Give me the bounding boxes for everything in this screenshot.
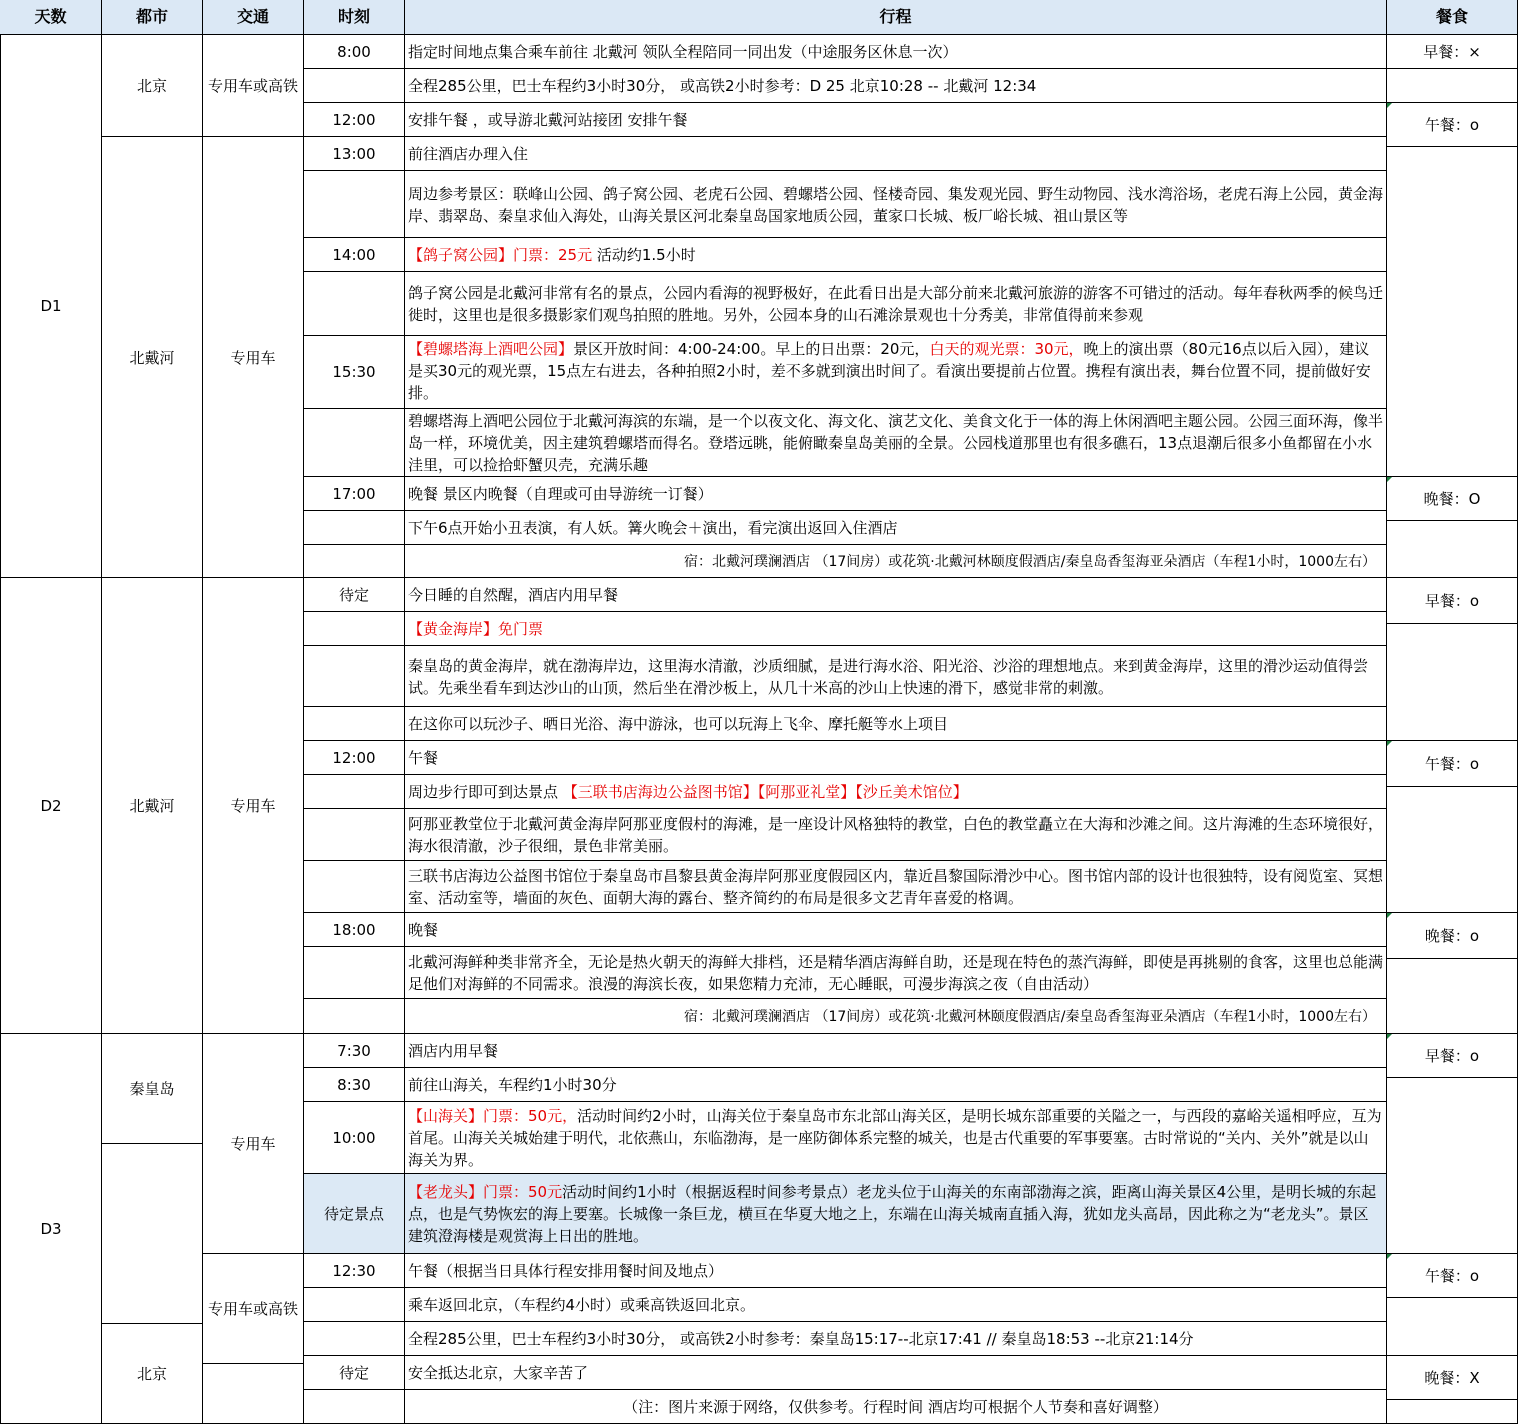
highlight-text: 【鸽子窝公园】门票：25元 — [408, 246, 593, 264]
itinerary-cell[interactable]: 今日睡的自然醒，酒店内用早餐 — [405, 578, 1387, 612]
itinerary-cell[interactable]: 下午6点开始小丑表演，有人妖。篝火晚会＋演出，看完演出返回入住酒店 — [405, 511, 1387, 545]
itinerary-cell[interactable]: 前往酒店办理入住 — [405, 137, 1387, 171]
time-cell[interactable] — [304, 861, 405, 913]
header-itinerary[interactable]: 行程 — [405, 0, 1387, 35]
meal-cell[interactable] — [1387, 521, 1518, 578]
header-day[interactable]: 天数 — [0, 0, 102, 35]
itinerary-cell[interactable]: 在这你可以玩沙子、晒日光浴、海中游泳，也可以玩海上飞伞、摩托艇等水上项目 — [405, 707, 1387, 741]
time-cell[interactable] — [304, 947, 405, 999]
itinerary-cell[interactable]: 安排午餐 ，或导游北戴河站接团 安排午餐 — [405, 103, 1387, 137]
meal-cell[interactable] — [1387, 147, 1518, 477]
meal-cell[interactable] — [1387, 787, 1518, 913]
itinerary-cell[interactable]: 周边参考景区：联峰山公园、鸽子窝公园、老虎石公园、碧螺塔公园、怪楼奇园、集发观光园、野生动物园、浅水湾浴场，老虎石海上公园，黄金海岸、翡翠岛、秦皇求仙入海处，山海关景区河北秦皇岛国家地质公园，董家口长城、板厂峪长城、祖山景区等 — [405, 171, 1387, 238]
day-cell-d3[interactable]: D3 — [0, 1034, 102, 1424]
day-cell-d2[interactable]: D2 — [0, 578, 102, 1034]
body-text: 活动约1.5小时 — [592, 246, 696, 264]
itinerary-cell[interactable] — [405, 775, 1387, 809]
note-cell[interactable]: （注：图片来源于网络，仅供参考。行程时间 酒店均可根据个人节奏和喜好调整） — [405, 1390, 1387, 1424]
time-cell[interactable] — [304, 545, 405, 578]
time-cell[interactable]: 12:30 — [304, 1254, 405, 1288]
itinerary-cell[interactable]: 前往山海关，车程约1小时30分 — [405, 1068, 1387, 1102]
highlight-text: 【黄金海岸】免门票 — [408, 620, 544, 638]
meal-dinner[interactable]: 晚餐：X — [1387, 1356, 1518, 1400]
time-cell[interactable]: 待定景点 — [304, 1174, 405, 1254]
time-cell[interactable]: 18:00 — [304, 913, 405, 947]
meal-dinner[interactable]: 晚餐：O — [1387, 477, 1518, 521]
itinerary-cell[interactable] — [405, 1174, 1387, 1254]
body-text: 活动时间约1小时（根据返程时间参考景点）老龙头位于山海关的东南部渤海之滨，距离山海关景区4公里，是明长城的东起点，也是气势恢宏的海上要塞。长城像一条巨龙，横亘在华夏大地之上，东端在山海关城南直插入海，犹如龙头高昂，因此称之为“老龙头”。景区建筑澄海楼是观赏海上日出的胜地。 — [408, 1183, 1377, 1245]
time-cell[interactable] — [304, 809, 405, 861]
time-cell[interactable] — [304, 69, 405, 103]
city-cell[interactable]: 北戴河 — [102, 137, 203, 578]
time-cell[interactable] — [304, 272, 405, 336]
highlight-text: 白天的观光票：30元， — [929, 340, 1084, 358]
city-cell[interactable]: 北京 — [102, 35, 203, 137]
time-cell[interactable]: 12:00 — [304, 741, 405, 775]
time-cell[interactable] — [304, 1390, 405, 1424]
header-meals[interactable]: 餐食 — [1387, 0, 1518, 35]
itinerary-cell[interactable]: 晚餐 — [405, 913, 1387, 947]
time-cell[interactable] — [304, 1288, 405, 1322]
itinerary-cell[interactable]: 全程285公里，巴士车程约3小时30分， 或高铁2小时参考：D 25 北京10:28 -- 北戴河 12:34 — [405, 69, 1387, 103]
comment-marker-icon — [1387, 477, 1392, 482]
header-transport[interactable]: 交通 — [203, 0, 304, 35]
time-cell[interactable] — [304, 409, 405, 477]
transport-cell[interactable]: 专用车或高铁 — [203, 35, 304, 137]
time-cell[interactable]: 13:00 — [304, 137, 405, 171]
meal-cell[interactable] — [1387, 1400, 1518, 1424]
body-text: 周边步行即可到达景点 — [408, 783, 563, 801]
time-cell[interactable]: 15:30 — [304, 336, 405, 409]
itinerary-cell[interactable]: 碧螺塔海上酒吧公园位于北戴河海滨的东端，是一个以夜文化、海文化、演艺文化、美食文化于一体的海上休闲酒吧主题公园。公园三面环海，像半岛一样，环境优美，因主建筑碧螺塔而得名。登塔远眺，能俯瞰秦皇岛美丽的全景。公园栈道那里也有很多礁石，13点退潮后很多小鱼都留在小水洼里，可以捡拾虾蟹贝壳，充满乐趣 — [405, 409, 1387, 477]
time-cell[interactable]: 7:30 — [304, 1034, 405, 1068]
city-cell[interactable] — [102, 1144, 203, 1324]
comment-marker-icon — [1387, 1254, 1392, 1259]
highlight-text: 【山海关】门票：50元， — [408, 1107, 578, 1125]
itinerary-cell[interactable] — [405, 1102, 1387, 1174]
header-city[interactable]: 都市 — [102, 0, 203, 35]
body-text: 景区开放时间：4:00-24:00。早上的日出票：20元， — [573, 340, 930, 358]
meal-cell[interactable] — [1387, 1298, 1518, 1356]
transport-cell[interactable] — [203, 1364, 304, 1424]
transport-cell[interactable]: 专用车 — [203, 137, 304, 578]
meal-cell[interactable] — [1387, 69, 1518, 103]
time-cell[interactable]: 8:00 — [304, 35, 405, 69]
itinerary-cell[interactable]: 午餐 — [405, 741, 1387, 775]
time-cell[interactable] — [304, 999, 405, 1034]
itinerary-cell[interactable]: 秦皇岛的黄金海岸，就在渤海岸边，这里海水清澈，沙质细腻，是进行海水浴、阳光浴、沙浴的理想地点。来到黄金海岸，这里的滑沙运动值得尝试。先乘坐看车到达沙山的山顶，然后坐在滑沙板上，从几十米高的沙山上快速的滑下，感觉非常的刺激。 — [405, 646, 1387, 707]
highlight-text: 【三联书店海边公益图书馆】【阿那亚礼堂】【沙丘美术馆位】 — [562, 783, 968, 801]
itinerary-cell[interactable] — [405, 238, 1387, 272]
meal-lunch[interactable]: 午餐：o — [1387, 1254, 1518, 1298]
meal-breakfast[interactable]: 早餐：o — [1387, 1034, 1518, 1078]
city-cell[interactable]: 北戴河 — [102, 578, 203, 1034]
time-cell[interactable]: 10:00 — [304, 1102, 405, 1174]
hotel-cell[interactable]: 宿：北戴河璞澜酒店 （17间房）或花筑·北戴河林颐度假酒店/秦皇岛香玺海亚朵酒店（车程1小时，1000左右） — [405, 999, 1387, 1034]
body-text: 活动时间约2小时，山海关位于秦皇岛市东北部山海关区，是明长城东部重要的关隘之一，与西段的嘉峪关遥相呼应，互为首尾。山海关关城始建于明代，北依燕山，东临渤海，是一座防御体系完整的城关，也是古代重要的军事要塞。古时常说的“关内、关外”就是以山海关为界。 — [408, 1107, 1382, 1169]
itinerary-cell[interactable]: 酒店内用早餐 — [405, 1034, 1387, 1068]
time-cell[interactable]: 待定 — [304, 1356, 405, 1390]
body-text: 晚上的演出票（80元16点以后入园），建议是买30元的观光票，15点左右进去，各种拍照2小时，差不多就到演出时间了。看演出要提前占位置。携程有演出表，舞台位置不同，提前做好安排。 — [408, 340, 1371, 402]
time-cell[interactable] — [304, 775, 405, 809]
time-cell[interactable]: 12:00 — [304, 103, 405, 137]
time-cell[interactable] — [304, 171, 405, 238]
transport-cell[interactable]: 专用车 — [203, 1034, 304, 1254]
time-cell[interactable] — [304, 1322, 405, 1356]
day-cell-d1[interactable]: D1 — [0, 35, 102, 578]
time-cell[interactable] — [304, 646, 405, 707]
time-cell[interactable]: 待定 — [304, 578, 405, 612]
itinerary-cell[interactable]: 北戴河海鲜种类非常齐全，无论是热火朝天的海鲜大排档，还是精华酒店海鲜自助，还是现在特色的蒸汽海鲜，即使是再挑剔的食客，这里也总能满足他们对海鲜的不同需求。浪漫的海滨长夜，如果您精力充沛，无心睡眠，可漫步海滨之夜（自由活动） — [405, 947, 1387, 999]
meal-cell[interactable] — [1387, 959, 1518, 1034]
highlight-text: 【碧螺塔海上酒吧公园】 — [408, 340, 574, 358]
meal-lunch[interactable]: 午餐：o — [1387, 103, 1518, 147]
meal-lunch[interactable]: 午餐：o — [1387, 741, 1518, 787]
time-cell[interactable]: 8:30 — [304, 1068, 405, 1102]
comment-marker-icon — [1387, 1034, 1392, 1039]
time-cell[interactable]: 14:00 — [304, 238, 405, 272]
transport-cell[interactable]: 专用车 — [203, 578, 304, 1034]
itinerary-cell[interactable]: 安全抵达北京，大家辛苦了 — [405, 1356, 1387, 1390]
meal-cell[interactable] — [1387, 1078, 1518, 1254]
time-cell[interactable]: 17:00 — [304, 477, 405, 511]
itinerary-cell[interactable]: 阿那亚教堂位于北戴河黄金海岸阿那亚度假村的海滩，是一座设计风格独特的教堂，白色的教堂矗立在大海和沙滩之间。这片海滩的生态环境很好，海水很清澈，沙子很细，景色非常美丽。 — [405, 809, 1387, 861]
comment-marker-icon — [1387, 913, 1392, 918]
itinerary-cell[interactable]: 三联书店海边公益图书馆位于秦皇岛市昌黎县黄金海岸阿那亚度假园区内，靠近昌黎国际滑沙中心。图书馆内部的设计也很独特，设有阅览室、冥想室、活动室等，墙面的灰色、面朝大海的露台、整齐简约的布局是很多文艺青年喜爱的格调。 — [405, 861, 1387, 913]
highlight-text: 【老龙头】门票：50元 — [408, 1183, 563, 1201]
city-cell[interactable]: 北京 — [102, 1324, 203, 1424]
itinerary-cell[interactable] — [405, 336, 1387, 409]
header-time[interactable]: 时刻 — [304, 0, 405, 35]
itinerary-cell[interactable]: 午餐（根据当日具体行程安排用餐时间及地点） — [405, 1254, 1387, 1288]
time-cell[interactable] — [304, 707, 405, 741]
itinerary-cell[interactable]: 指定时间地点集合乘车前往 北戴河 领队全程陪同一同出发（中途服务区休息一次） — [405, 35, 1387, 69]
meal-cell[interactable] — [1387, 624, 1518, 741]
meal-breakfast[interactable]: 早餐：o — [1387, 578, 1518, 624]
itinerary-cell[interactable] — [405, 612, 1387, 646]
itinerary-cell[interactable]: 全程285公里，巴士车程约3小时30分， 或高铁2小时参考：秦皇岛15:17--北京17:41 // 秦皇岛18:53 --北京21:14分 — [405, 1322, 1387, 1356]
city-cell[interactable]: 秦皇岛 — [102, 1034, 203, 1144]
transport-cell[interactable]: 专用车或高铁 — [203, 1254, 304, 1364]
time-cell[interactable] — [304, 511, 405, 545]
comment-marker-icon — [1387, 103, 1392, 108]
hotel-cell[interactable]: 宿：北戴河璞澜酒店 （17间房）或花筑·北戴河林颐度假酒店/秦皇岛香玺海亚朵酒店（车程1小时，1000左右） — [405, 545, 1387, 578]
time-cell[interactable] — [304, 612, 405, 646]
comment-marker-icon — [1387, 741, 1392, 746]
itinerary-cell[interactable]: 乘车返回北京，（车程约4小时）或乘高铁返回北京。 — [405, 1288, 1387, 1322]
itinerary-cell[interactable]: 鸽子窝公园是北戴河非常有名的景点，公园内看海的视野极好，在此看日出是大部分前来北戴河旅游的游客不可错过的活动。每年春秋两季的候鸟迁徙时，这里也是很多摄影家们观鸟拍照的胜地。另外，公园本身的山石滩涂景观也十分秀美，非常值得前来参观 — [405, 272, 1387, 336]
meal-breakfast[interactable]: 早餐：× — [1387, 35, 1518, 69]
meal-dinner[interactable]: 晚餐：o — [1387, 913, 1518, 959]
itinerary-cell[interactable]: 晚餐 景区内晚餐（自理或可由导游统一订餐） — [405, 477, 1387, 511]
